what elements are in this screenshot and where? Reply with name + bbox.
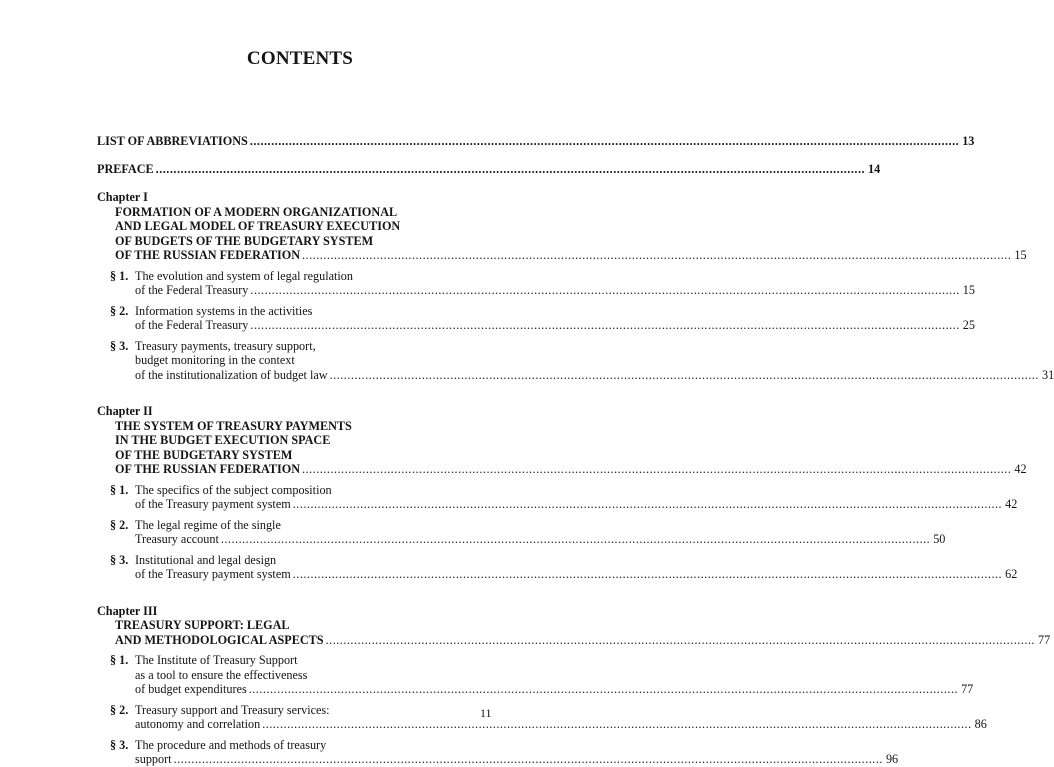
toc-page-number: 25 — [962, 318, 975, 332]
section-title-line: The legal regime of the single — [135, 517, 281, 532]
chapter-title[interactable] — [97, 204, 1027, 263]
page-number: 11 — [480, 706, 492, 720]
dot-leader — [293, 567, 1002, 582]
section-entry[interactable] — [97, 702, 987, 732]
dot-leader — [221, 532, 930, 547]
section-title-line: Treasury account — [135, 532, 219, 546]
section-entry[interactable] — [97, 517, 946, 547]
section-number: § 2. — [110, 517, 129, 532]
section-title-line: of the Federal Treasury — [135, 283, 249, 297]
section-title-line: The Institute of Treasury Support — [135, 653, 298, 667]
section-title-line: budget monitoring in the context — [135, 353, 295, 367]
toc-page-number: 15 — [962, 283, 975, 297]
chapter-title-last-line — [115, 462, 1027, 477]
dot-leader — [250, 283, 959, 298]
dot-leader — [174, 752, 883, 767]
dot-leader — [293, 497, 1002, 512]
toc-page-number: 42 — [1005, 497, 1018, 511]
chapter-title-last-line — [115, 632, 1051, 648]
toc-page-number: 86 — [974, 717, 987, 731]
dot-leader — [250, 134, 959, 149]
toc-entry-label: PREFACE — [97, 161, 154, 176]
section-title-line: of the institutionalization of budget law — [135, 367, 328, 382]
toc-page-number: 42 — [1014, 462, 1027, 476]
section-number: § 3. — [110, 338, 129, 353]
section-entry[interactable] — [97, 482, 1018, 512]
section-title-line: of the Treasury payment system — [135, 567, 291, 581]
section-title-line: Information systems in the activities — [135, 303, 313, 318]
section-title-line: of the Treasury payment system — [135, 497, 291, 511]
chapter-title-line: THE SYSTEM OF TREASURY PAYMENTS — [115, 418, 352, 433]
section-title-line: autonomy and correlation — [135, 717, 261, 731]
toc-entry-preface[interactable] — [97, 161, 881, 177]
chapter-title-line: FORMATION OF A MODERN ORGANIZATIONAL — [115, 204, 398, 219]
section-entry[interactable] — [97, 268, 975, 298]
section-entry[interactable] — [97, 737, 899, 767]
chapter-title-last-line — [115, 248, 1027, 263]
toc-page-number: 13 — [962, 134, 975, 148]
chapter-title-line: OF THE RUSSIAN FEDERATION — [115, 248, 300, 262]
chapter-1 — [97, 190, 1054, 382]
toc-page-number: 62 — [1005, 567, 1018, 581]
section-entry[interactable] — [97, 303, 975, 333]
toc-page-number: 77 — [1037, 632, 1051, 647]
chapter-label: Chapter III — [97, 603, 158, 618]
chapter-title-line: OF THE BUDGETARY SYSTEM — [115, 447, 293, 462]
chapter-title-line: AND METHODOLOGICAL ASPECTS — [115, 632, 324, 647]
chapter-title[interactable] — [97, 418, 1027, 477]
section-title-line: Treasury support and Treasury services: — [135, 702, 330, 717]
section-title-line: Treasury payments, treasury support, — [135, 338, 316, 353]
chapter-label: Chapter I — [97, 190, 148, 204]
section-title-line: Institutional and legal design — [135, 552, 277, 567]
toc-entry-label: LIST OF ABBREVIATIONS — [97, 134, 248, 148]
chapter-title[interactable] — [97, 618, 1051, 647]
section-entry[interactable] — [97, 338, 1054, 383]
chapter-3 — [97, 603, 1051, 767]
chapter-title-line: OF THE RUSSIAN FEDERATION — [115, 462, 300, 476]
toc-page-number: 96 — [885, 752, 899, 766]
section-entry[interactable] — [97, 552, 1018, 582]
dot-leader — [250, 318, 959, 333]
section-entry[interactable] — [97, 653, 974, 697]
toc-page-number: 15 — [1014, 248, 1027, 262]
chapter-2 — [97, 404, 1027, 582]
section-number: § 1. — [110, 268, 129, 283]
toc-entry-abbreviations[interactable] — [97, 134, 975, 149]
toc-page-number: 50 — [933, 532, 946, 546]
dot-leader — [302, 462, 1011, 477]
toc-page-number: 77 — [961, 682, 974, 696]
dot-leader — [330, 368, 1039, 383]
chapter-title-line: TREASURY SUPPORT: LEGAL — [115, 618, 290, 632]
table-of-contents — [97, 130, 1054, 767]
dot-leader — [326, 633, 1035, 648]
section-title-line: as a tool to ensure the effectiveness — [135, 667, 308, 682]
section-number: § 1. — [110, 482, 129, 497]
section-number: § 2. — [110, 702, 129, 717]
chapter-title-line: IN THE BUDGET EXECUTION SPACE — [115, 433, 331, 447]
toc-page-number: 14 — [868, 161, 881, 176]
dot-leader — [156, 162, 865, 177]
section-title-line: support — [135, 752, 172, 766]
section-number: § 1. — [110, 653, 129, 667]
dot-leader — [249, 682, 958, 697]
section-title-line: The evolution and system of legal regulation — [135, 268, 353, 283]
section-number: § 3. — [110, 737, 129, 752]
section-title-line: The procedure and methods of treasury — [135, 737, 327, 752]
page-title: CONTENTS — [246, 48, 354, 69]
toc-page-number: 31 — [1041, 367, 1054, 382]
section-number: § 2. — [110, 303, 129, 318]
chapter-label: Chapter II — [97, 404, 153, 418]
section-title-line: The specifics of the subject composition — [135, 482, 332, 497]
section-title-line: of the Federal Treasury — [135, 318, 249, 332]
dot-leader — [302, 248, 1011, 263]
chapter-title-line: AND LEGAL MODEL OF TREASURY EXECUTION — [115, 219, 401, 233]
section-title-line: of budget expenditures — [135, 682, 247, 696]
dot-leader — [262, 717, 971, 732]
section-number: § 3. — [110, 552, 129, 567]
chapter-title-line: OF BUDGETS OF THE BUDGETARY SYSTEM — [115, 233, 374, 248]
